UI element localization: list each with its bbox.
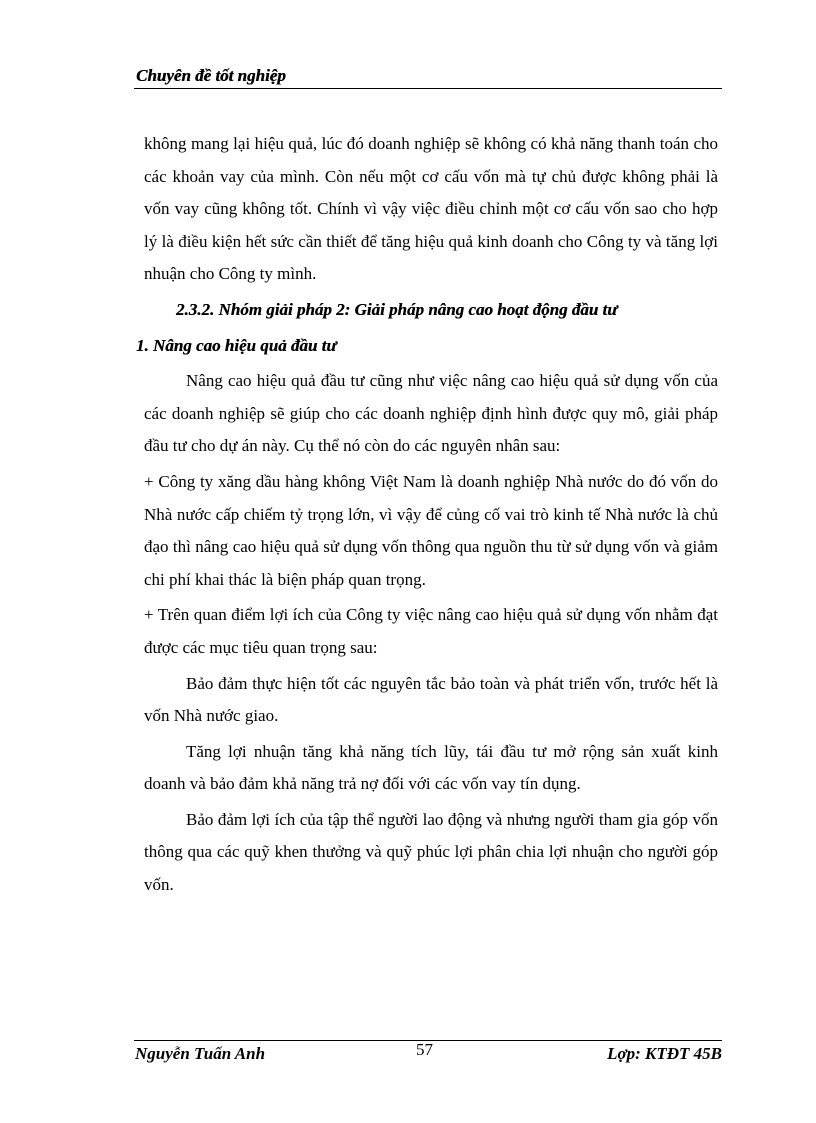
running-header-title: Chuyên đề tốt nghiệp <box>136 66 286 85</box>
paragraph-goal-2: Tăng lợi nhuận tăng khả năng tích lũy, tái đầu tư mở rộng sản xuất kinh doanh và bảo đảm khả năng trả nợ đối với các vốn vay tín dụng. <box>144 741 718 794</box>
paragraph-bullet-1: + Công ty xăng dầu hàng không Việt Nam là doanh nghiệp Nhà nước do đó vốn do Nhà nước cấp chiếm tỷ trọng lớn, vì vậy để củng cố vai trò kinh tế Nhà nước là chủ đạo thì nâng cao hiệu quả sử dụng vốn thông qua nguồn thu từ sử dụng vốn và giảm chi phí khai thác là biện pháp quan trọng. <box>144 471 718 589</box>
section-subheading: 2.3.2. Nhóm giải pháp 2: Giải pháp nâng cao hoạt động đầu tư <box>176 299 618 319</box>
page-number: 57 <box>416 1040 433 1059</box>
page-body <box>136 128 718 902</box>
paragraph-continuation: không mang lại hiệu quả, lúc đó doanh nghiệp sẽ không có khả năng thanh toán cho các khoản vay của mình. Còn nếu một cơ cấu vốn mà tự chủ được không phải là vốn vay cũng không tốt. Chính vì vậy việc điều chỉnh một cơ cấu vốn sao cho hợp lý là điều kiện hết sức cần thiết để tăng hiệu quả kinh doanh cho Công ty và tăng lợi nhuận cho Công ty mình. <box>144 134 718 284</box>
paragraph-goal-3: Bảo đảm lợi ích của tập thể người lao động và nhưng người tham gia góp vốn thông qua các quỹ khen thưởng và quỹ phúc lợi phân chia lợi nhuận cho người góp vốn. <box>144 809 718 895</box>
section-heading: 1. Nâng cao hiệu quả đầu tư <box>136 335 337 355</box>
footer-class-label: Lợp: KTĐT 45B <box>607 1044 722 1063</box>
paragraph-intro: Nâng cao hiệu quả đầu tư cũng như việc nâng cao hiệu quả sử dụng vốn của các doanh nghiệp sẽ giúp cho các doanh nghiệp định hình được quy mô, giải pháp đầu tư cho dự án này. Cụ thể nó còn do các nguyên nhân sau: <box>144 371 718 456</box>
header-rule <box>134 88 722 89</box>
paragraph-goal-1: Bảo đảm thực hiện tốt các nguyên tắc bảo toàn và phát triển vốn, trước hết là vốn Nhà nước giao. <box>144 673 718 726</box>
footer-author: Nguyễn Tuấn Anh <box>135 1044 266 1063</box>
paragraph-bullet-2: + Trên quan điểm lợi ích của Công ty việc nâng cao hiệu quả sử dụng vốn nhằm đạt được các mục tiêu quan trọng sau: <box>144 605 718 657</box>
